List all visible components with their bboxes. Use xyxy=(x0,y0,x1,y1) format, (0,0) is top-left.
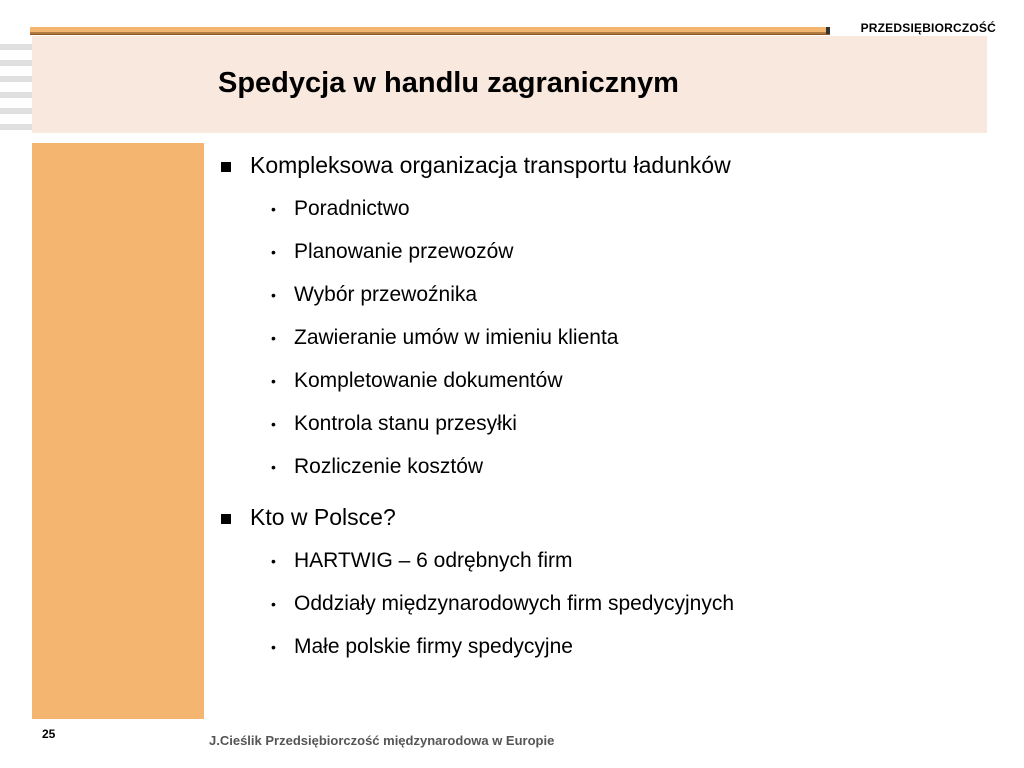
top-rule xyxy=(30,27,830,34)
bullet-text: Kompleksowa organizacja transportu ładunków xyxy=(250,152,731,178)
bullet-level2 xyxy=(216,453,996,481)
bullet-text: Zawieranie umów w imieniu klienta xyxy=(294,326,619,349)
bullet-level2 xyxy=(216,410,996,438)
top-rule-end xyxy=(826,27,830,34)
bullet-level2 xyxy=(216,281,996,309)
bullet-text: Oddziały międzynarodowych firm spedycyjnych xyxy=(294,592,735,615)
square-bullet-icon xyxy=(221,514,231,524)
bullet-level2 xyxy=(216,238,996,266)
dot-bullet-icon: • xyxy=(271,330,276,346)
dot-bullet-icon: • xyxy=(271,244,276,260)
bullet-text: Kontrola stanu przesyłki xyxy=(294,412,517,435)
slide-title: Spedycja w handlu zagranicznym xyxy=(218,67,679,99)
dot-bullet-icon: • xyxy=(271,416,276,432)
bullet-text: Poradnictwo xyxy=(294,197,410,220)
bullet-text: Planowanie przewozów xyxy=(294,240,514,263)
bullet-level2 xyxy=(216,367,996,395)
dot-bullet-icon: • xyxy=(271,201,276,217)
dot-bullet-icon: • xyxy=(271,459,276,475)
bullet-level2 xyxy=(216,324,996,352)
dot-bullet-icon: • xyxy=(271,639,276,655)
bullet-level1 xyxy=(216,502,996,532)
brand-label: PRZEDSIĘBIORCZOŚĆ xyxy=(860,21,996,35)
bullet-level2 xyxy=(216,547,996,575)
bullet-text: Kto w Polsce? xyxy=(250,504,396,530)
bullet-level2 xyxy=(216,195,996,223)
bullet-text: Małe polskie firmy spedycyjne xyxy=(294,635,573,658)
slide-content xyxy=(216,150,996,661)
dot-bullet-icon: • xyxy=(271,373,276,389)
dot-bullet-icon: • xyxy=(271,287,276,303)
dot-bullet-icon: • xyxy=(271,596,276,612)
page-number: 25 xyxy=(42,727,56,741)
bullet-level2 xyxy=(216,590,996,618)
bullet-text: Rozliczenie kosztów xyxy=(294,455,484,478)
bullet-level2 xyxy=(216,633,996,661)
bullet-level1 xyxy=(216,150,996,180)
square-bullet-icon xyxy=(221,162,231,172)
footer-text: J.Cieślik Przedsiębiorczość międzynarodowa w Europie xyxy=(209,733,555,748)
dot-bullet-icon: • xyxy=(271,553,276,569)
left-accent-panel xyxy=(32,143,204,719)
bullet-text: HARTWIG – 6 odrębnych firm xyxy=(294,549,573,572)
bullet-text: Kompletowanie dokumentów xyxy=(294,369,563,392)
bullet-text: Wybór przewoźnika xyxy=(294,283,478,306)
